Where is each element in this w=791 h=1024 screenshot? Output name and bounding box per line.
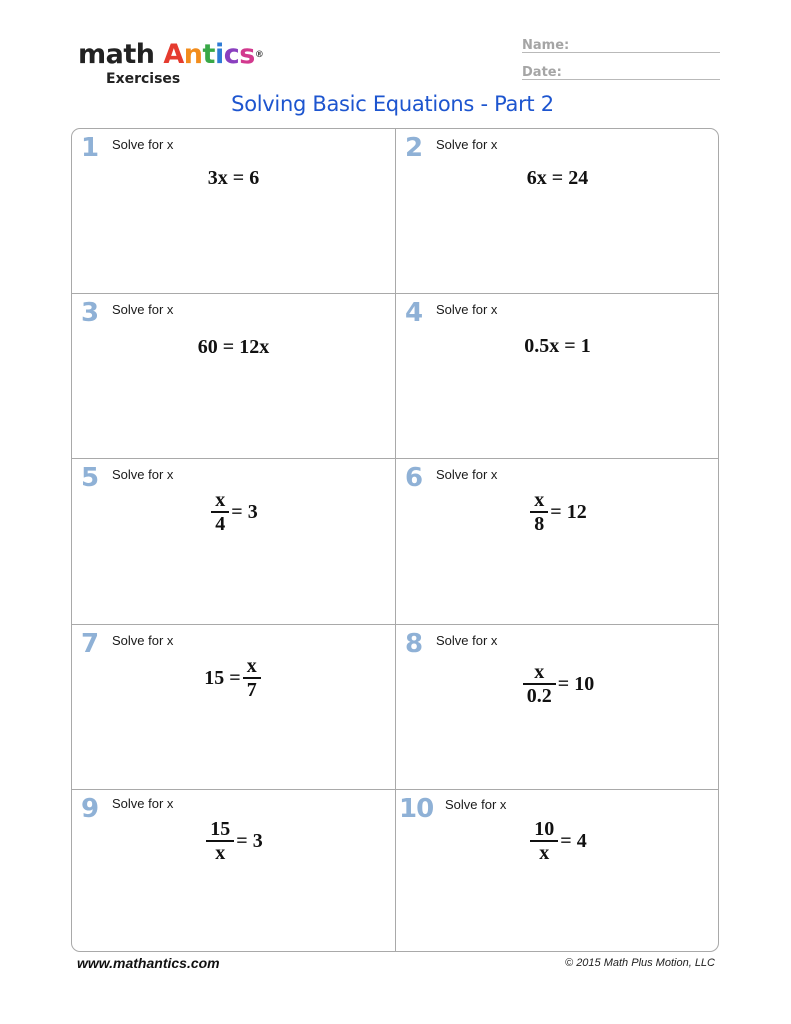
problem-cell-5 xyxy=(72,459,396,625)
logo-letter-t: t xyxy=(202,39,215,70)
problem-number: 6 xyxy=(405,463,424,493)
problem-prompt: Solve for x xyxy=(112,137,174,152)
problem-number: 4 xyxy=(405,298,424,328)
problem-number: 2 xyxy=(405,133,424,163)
fraction xyxy=(525,661,554,707)
problem-cell-8 xyxy=(396,625,719,790)
problem-number: 10 xyxy=(399,794,434,824)
equation: 0.5x = 1 xyxy=(524,335,591,357)
numerator: 10 xyxy=(534,818,555,840)
problem-prompt: Solve for x xyxy=(436,137,498,152)
problem-number: 7 xyxy=(81,629,100,659)
problem-number: 3 xyxy=(81,298,100,328)
equation-rhs: = 3 xyxy=(236,829,263,852)
denominator: 8 xyxy=(530,511,548,535)
denominator: x xyxy=(206,840,234,864)
problem-prompt: Solve for x xyxy=(436,467,498,482)
logo-letter-s: s xyxy=(239,39,255,70)
problem-cell-7 xyxy=(72,625,396,790)
numerator: 15 xyxy=(210,818,231,840)
numerator: x xyxy=(534,489,545,511)
logo-subtitle: Exercises xyxy=(106,71,181,87)
denominator: x xyxy=(530,840,558,864)
problem-number: 9 xyxy=(81,794,100,824)
equation xyxy=(396,661,719,707)
equation: 6x = 24 xyxy=(526,167,589,189)
problem-prompt: Solve for x xyxy=(112,467,174,482)
problem-number: 5 xyxy=(81,463,100,493)
fraction xyxy=(208,818,232,864)
website-link[interactable]: www.mathantics.com xyxy=(77,955,220,971)
denominator: 0.2 xyxy=(523,683,556,707)
logo-letter-i: i xyxy=(214,39,224,70)
problem-grid xyxy=(71,128,719,952)
date-label: Date: xyxy=(522,65,562,80)
equation xyxy=(72,818,395,864)
problem-prompt: Solve for x xyxy=(112,302,174,317)
fraction xyxy=(213,489,227,535)
problem-cell-4 xyxy=(396,294,719,459)
problem-cell-3 xyxy=(72,294,396,459)
problem-prompt: Solve for x xyxy=(436,633,498,648)
denominator: 7 xyxy=(243,677,261,701)
worksheet-title: Solving Basic Equations - Part 2 xyxy=(231,92,554,116)
fraction xyxy=(532,818,556,864)
problem-number: 8 xyxy=(405,629,424,659)
equation xyxy=(396,818,719,864)
equation xyxy=(72,655,395,701)
problem-prompt: Solve for x xyxy=(112,633,174,648)
numerator: x xyxy=(534,661,545,683)
denominator: 4 xyxy=(211,511,229,535)
problem-cell-9 xyxy=(72,790,396,952)
problem-cell-10 xyxy=(396,790,719,952)
name-field[interactable] xyxy=(522,36,720,53)
logo-word-math: math xyxy=(78,39,155,70)
logo-letter-c: c xyxy=(223,39,240,70)
equation-rhs: = 3 xyxy=(231,500,258,523)
fraction xyxy=(532,489,546,535)
equation: 60 = 12x xyxy=(197,336,270,358)
equation-lhs: 15 = xyxy=(204,666,241,689)
logo-letter-a: A xyxy=(163,39,184,70)
problem-cell-1 xyxy=(72,129,396,294)
logo-wordmark xyxy=(78,39,264,70)
date-field[interactable] xyxy=(522,63,720,80)
equation-rhs: = 4 xyxy=(560,829,587,852)
copyright-notice: © 2015 Math Plus Motion, LLC xyxy=(565,957,715,969)
problem-prompt: Solve for x xyxy=(112,796,174,811)
numerator: x xyxy=(246,655,257,677)
problem-prompt: Solve for x xyxy=(436,302,498,317)
equation xyxy=(396,489,719,535)
equation-rhs: = 12 xyxy=(550,500,587,523)
problem-cell-2 xyxy=(396,129,719,294)
equation: 3x = 6 xyxy=(207,167,260,189)
equation xyxy=(72,489,395,535)
problem-prompt: Solve for x xyxy=(445,797,507,812)
name-label: Name: xyxy=(522,38,570,53)
problem-number: 1 xyxy=(81,133,100,163)
logo-letter-n: n xyxy=(183,39,203,70)
problem-cell-6 xyxy=(396,459,719,625)
numerator: x xyxy=(215,489,226,511)
math-antics-logo xyxy=(78,39,264,87)
registered-mark: ® xyxy=(254,50,264,60)
fraction xyxy=(245,655,259,701)
equation-rhs: = 10 xyxy=(557,672,595,695)
